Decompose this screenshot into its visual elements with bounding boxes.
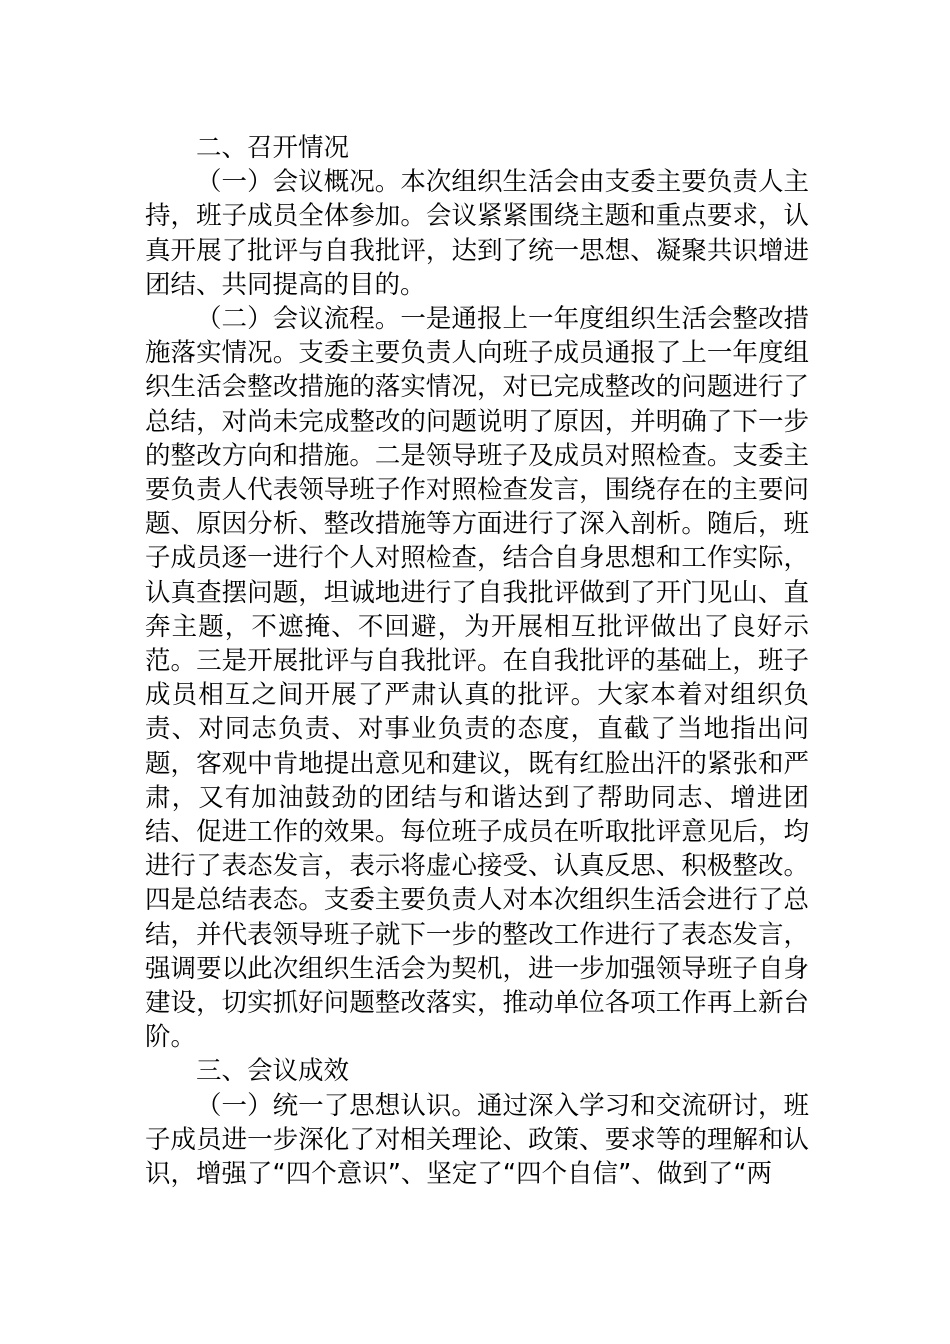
paragraph-unified-thinking: （一）统一了思想认识。通过深入学习和交流研讨，班子成员进一步深化了对相关理论、政策、要求等的理解和认识，增强了“四个意识”、坚定了“四个自信”、做到了“两 [145,1090,809,1190]
section-heading-2: 二、召开情况 [196,133,350,163]
paragraph-meeting-overview: （一）会议概况。本次组织生活会由支委主要负责人主持，班子成员全体参加。会议紧紧围绕主题和重点要求，认真开展了批评与自我批评，达到了统一思想、凝聚共识增进团结、共同提高的目的。 [145,167,809,300]
paragraph-meeting-process: （二）会议流程。一是通报上一年度组织生活会整改措施落实情况。支委主要负责人向班子成员通报了上一年度组织生活会整改措施的落实情况，对已完成整改的问题进行了总结，对尚未完成整改的问题说明了原因，并明确了下一步的整改方向和措施。二是领导班子及成员对照检查。支委主要负责人代表领导班子作对照检查发言，围绕存在的主要问题、原因分析、整改措施等方面进行了深入剖析。随后，班子成员逐一进行个人对照检查，结合自身思想和工作实际，认真查摆问题，坦诚地进行了自我批评做到了开门见山、直奔主题，不遮掩、不回避，为开展相互批评做出了良好示范。三是开展批评与自我批评。在自我批评的基础上，班子成员相互之间开展了严肃认真的批评。大家本着对组织负责、对同志负责、对事业负责的态度，直截了当地指出问题，客观中肯地提出意见和建议，既有红脸出汗的紧张和严肃，又有加油鼓劲的团结与和谐达到了帮助同志、增进团结、促进工作的效果。每位班子成员在听取批评意见后，均进行了表态发言，表示将虚心接受、认真反思、积极整改。四是总结表态。支委主要负责人对本次组织生活会进行了总结，并代表领导班子就下一步的整改工作进行了表态发言，强调要以此次组织生活会为契机，进一步加强领导班子自身建设，切实抓好问题整改落实，推动单位各项工作再上新台阶。 [145,304,809,1053]
document-body [145,131,809,1191]
section-heading-3: 三、会议成效 [196,1056,350,1087]
